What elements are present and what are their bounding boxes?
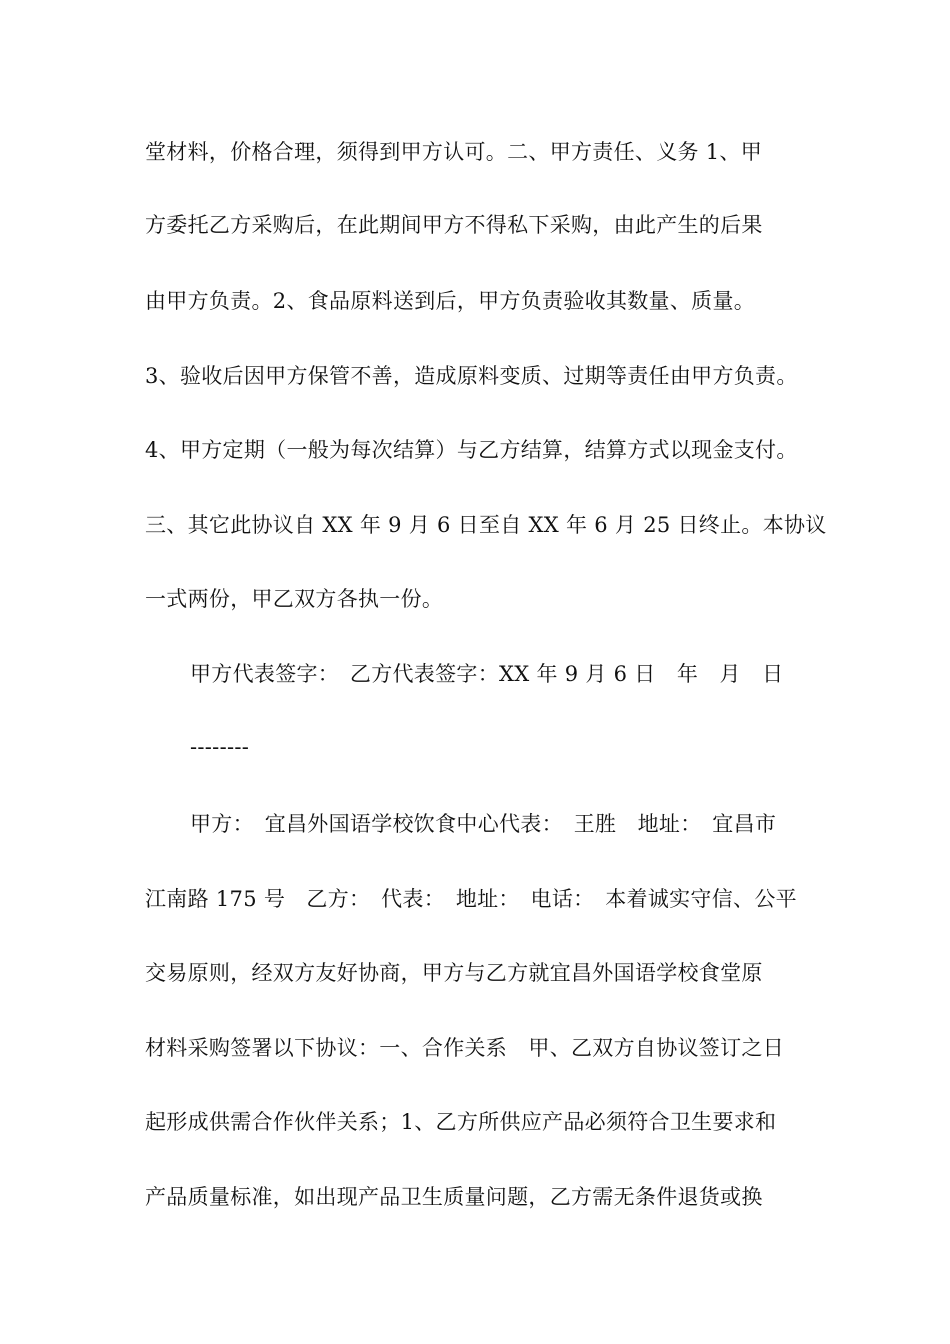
text-line: 交易原则，经双方友好协商，甲方与乙方就宜昌外国语学校食堂原 bbox=[145, 961, 763, 985]
text-line: 堂材料，价格合理，须得到甲方认可。二、甲方责任、义务 1、甲 bbox=[145, 140, 763, 164]
party-a-line: 甲方： 宜昌外国语学校饮食中心代表： 王胜 地址： 宜昌市 bbox=[190, 812, 777, 836]
signature-line: 甲方代表签字： 乙方代表签字：XX 年 9 月 6 日 年 月 日 bbox=[190, 662, 784, 686]
text-line: 一式两份，甲乙双方各执一份。 bbox=[145, 587, 444, 611]
text-line: 由甲方负责。2、食品原料送到后，甲方负责验收其数量、质量。 bbox=[145, 289, 756, 313]
separator-dashes: -------- bbox=[190, 735, 250, 759]
text-line: 4、甲方定期（一般为每次结算）与乙方结算，结算方式以现金支付。 bbox=[145, 438, 798, 462]
text-line: 产品质量标准，如出现产品卫生质量问题，乙方需无条件退货或换 bbox=[145, 1185, 763, 1209]
text-line: 三、其它此协议自 XX 年 9 月 6 日至自 XX 年 6 月 25 日终止。本协议 bbox=[145, 513, 827, 537]
text-line: 3、验收后因甲方保管不善，造成原料变质、过期等责任由甲方负责。 bbox=[145, 364, 798, 388]
text-line: 起形成供需合作伙伴关系；1、乙方所供应产品必须符合卫生要求和 bbox=[145, 1110, 777, 1134]
text-line: 方委托乙方采购后，在此期间甲方不得私下采购，由此产生的后果 bbox=[145, 213, 763, 237]
text-line: 材料采购签署以下协议：一、合作关系 甲、乙双方自协议签订之日 bbox=[145, 1036, 784, 1060]
text-line: 江南路 175 号 乙方： 代表： 地址： 电话： 本着诚实守信、公平 bbox=[145, 887, 797, 911]
